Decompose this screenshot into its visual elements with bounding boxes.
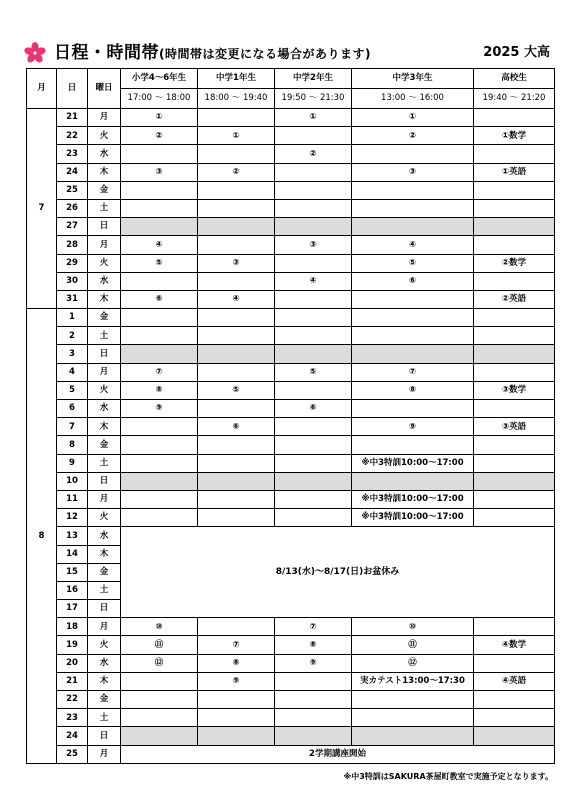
schedule-cell: ②数学: [474, 254, 555, 272]
weekday-cell: 木: [88, 418, 121, 436]
schedule-cell: [198, 490, 275, 508]
schedule-cell: ⑩: [121, 618, 198, 636]
day-cell: 13: [57, 527, 88, 545]
schedule-cell: ③数学: [474, 381, 555, 399]
weekday-cell: 木: [88, 545, 121, 563]
schedule-cell: [121, 272, 198, 290]
day-cell: 9: [57, 454, 88, 472]
day-cell: 25: [57, 745, 88, 763]
schedule-cell: [275, 254, 352, 272]
schedule-cell: ⑤: [352, 254, 474, 272]
weekday-cell: 水: [88, 527, 121, 545]
schedule-cell: [474, 363, 555, 381]
page-header: [24, 42, 554, 64]
weekday-cell: 日: [88, 472, 121, 490]
day-cell: 31: [57, 290, 88, 308]
schedule-cell: ⑫: [121, 654, 198, 672]
schedule-cell: [121, 472, 198, 490]
weekday-cell: 月: [88, 745, 121, 763]
schedule-cell: [198, 109, 275, 127]
schedule-cell: [474, 472, 555, 490]
cherry-blossom-icon: [24, 42, 46, 64]
schedule-cell: [198, 327, 275, 345]
schedule-cell: [474, 727, 555, 745]
schedule-cell: [198, 436, 275, 454]
schedule-cell: [275, 290, 352, 308]
header-day: 日: [57, 69, 88, 109]
schedule-cell: [198, 218, 275, 236]
page-title: 日程・時間帯(時間帯は変更になる場合があります): [54, 43, 371, 63]
table-row: [27, 145, 555, 163]
schedule-cell: [198, 618, 275, 636]
day-cell: 12: [57, 509, 88, 527]
schedule-cell: [198, 363, 275, 381]
schedule-cell: [275, 418, 352, 436]
schedule-cell: ⑦: [275, 618, 352, 636]
schedule-cell: [352, 327, 474, 345]
day-cell: 7: [57, 418, 88, 436]
schedule-cell: [121, 418, 198, 436]
schedule-cell: [474, 309, 555, 327]
table-row: [27, 454, 555, 472]
weekday-cell: 日: [88, 600, 121, 618]
weekday-cell: 月: [88, 618, 121, 636]
schedule-cell: ④: [198, 290, 275, 308]
weekday-cell: 木: [88, 163, 121, 181]
month-cell: 8: [27, 309, 57, 764]
schedule-cell: [121, 490, 198, 508]
table-row: [27, 345, 555, 363]
footnote: ※中3特訓はSAKURA茶屋町教室で実施予定となります。: [343, 772, 553, 781]
schedule-cell: ⑨: [198, 672, 275, 690]
day-cell: 28: [57, 236, 88, 254]
schedule-cell: [474, 345, 555, 363]
schedule-cell: ⑨: [275, 654, 352, 672]
day-cell: 25: [57, 181, 88, 199]
schedule-cell: ※中3特訓10:00〜17:00: [352, 454, 474, 472]
schedule-cell: ③: [275, 236, 352, 254]
table-row: [27, 272, 555, 290]
weekday-cell: 日: [88, 727, 121, 745]
table-row: [27, 327, 555, 345]
schedule-cell: [121, 181, 198, 199]
schedule-cell: ⑧: [352, 381, 474, 399]
table-row: [27, 218, 555, 236]
weekday-cell: 火: [88, 381, 121, 399]
schedule-cell: [474, 181, 555, 199]
schedule-cell: [121, 509, 198, 527]
group-time: 13:00 〜 16:00: [352, 89, 474, 109]
weekday-cell: 月: [88, 109, 121, 127]
schedule-cell: [275, 309, 352, 327]
schedule-cell: [121, 454, 198, 472]
schedule-cell: ⑥: [121, 290, 198, 308]
day-cell: 3: [57, 345, 88, 363]
schedule-cell: [474, 218, 555, 236]
group-time: 17:00 〜 18:00: [121, 89, 198, 109]
schedule-cell: [352, 309, 474, 327]
schedule-cell: [121, 218, 198, 236]
schedule-cell: [121, 199, 198, 217]
schedule-cell: [352, 145, 474, 163]
schedule-cell: ②英語: [474, 290, 555, 308]
schedule-cell: ②: [275, 145, 352, 163]
schedule-cell: ①数学: [474, 127, 555, 145]
weekday-cell: 金: [88, 309, 121, 327]
weekday-cell: 土: [88, 327, 121, 345]
weekday-cell: 土: [88, 581, 121, 599]
day-cell: 21: [57, 672, 88, 690]
schedule-cell: [198, 709, 275, 727]
schedule-cell: [275, 691, 352, 709]
schedule-cell: [275, 381, 352, 399]
schedule-cell: [275, 490, 352, 508]
schedule-cell: ②: [198, 163, 275, 181]
table-row: [27, 236, 555, 254]
schedule-cell: [121, 709, 198, 727]
day-cell: 5: [57, 381, 88, 399]
table-row: [27, 709, 555, 727]
schedule-cell: [275, 672, 352, 690]
day-cell: 18: [57, 618, 88, 636]
page-subtitle: (時間帯は変更になる場合があります): [159, 47, 371, 61]
schedule-cell: ⑦: [198, 636, 275, 654]
schedule-cell: [198, 236, 275, 254]
schedule-cell: [121, 727, 198, 745]
table-row: [27, 618, 555, 636]
schedule-cell: ①: [198, 127, 275, 145]
day-cell: 26: [57, 199, 88, 217]
schedule-cell: ⑥: [275, 400, 352, 418]
schedule-cell: [275, 472, 352, 490]
table-row: [27, 527, 555, 545]
schedule-cell: [198, 472, 275, 490]
day-cell: 22: [57, 691, 88, 709]
day-cell: 8: [57, 436, 88, 454]
table-row: [27, 672, 555, 690]
table-row: [27, 509, 555, 527]
schedule-cell: ②: [352, 127, 474, 145]
weekday-cell: 金: [88, 436, 121, 454]
schedule-cell: [275, 199, 352, 217]
schedule-cell: ④数学: [474, 636, 555, 654]
schedule-cell: [275, 509, 352, 527]
schedule-cell: [198, 145, 275, 163]
schedule-cell: ⑧: [121, 381, 198, 399]
schedule-cell: [474, 272, 555, 290]
schedule-cell: ①英語: [474, 163, 555, 181]
day-cell: 10: [57, 472, 88, 490]
schedule-cell: [198, 181, 275, 199]
day-cell: 1: [57, 309, 88, 327]
table-row: [27, 745, 555, 763]
table-row: [27, 418, 555, 436]
schedule-cell: [275, 218, 352, 236]
schedule-cell: [474, 436, 555, 454]
schedule-cell: [474, 400, 555, 418]
schedule-cell: ④: [275, 272, 352, 290]
day-cell: 17: [57, 600, 88, 618]
schedule-cell: [352, 709, 474, 727]
table-row: [27, 654, 555, 672]
schedule-cell: [198, 199, 275, 217]
day-cell: 24: [57, 163, 88, 181]
schedule-cell: ④: [121, 236, 198, 254]
schedule-cell: [275, 709, 352, 727]
schedule-cell: ③: [198, 254, 275, 272]
day-cell: 20: [57, 654, 88, 672]
day-cell: 27: [57, 218, 88, 236]
schedule-cell: ⑧: [275, 636, 352, 654]
weekday-cell: 木: [88, 672, 121, 690]
month-cell: 7: [27, 109, 57, 309]
group-time: 19:50 〜 21:30: [275, 89, 352, 109]
schedule-cell: [474, 327, 555, 345]
table-row: [27, 472, 555, 490]
schedule-cell: [275, 181, 352, 199]
schedule-cell: [198, 345, 275, 363]
schedule-cell: ③: [121, 163, 198, 181]
schedule-cell: ⑧: [198, 654, 275, 672]
schedule-cell: [352, 727, 474, 745]
schedule-cell: [474, 618, 555, 636]
schedule-cell: ⑥: [198, 418, 275, 436]
schedule-cell: ⑦: [352, 363, 474, 381]
schedule-cell: [121, 345, 198, 363]
table-row: [27, 436, 555, 454]
table-row: [27, 290, 555, 308]
weekday-cell: 木: [88, 290, 121, 308]
schedule-table: [26, 68, 555, 764]
schedule-cell: ⑪: [352, 636, 474, 654]
schedule-cell: [275, 436, 352, 454]
day-cell: 30: [57, 272, 88, 290]
group-name: 中学1年生: [198, 69, 275, 89]
schedule-cell: ⑤: [275, 363, 352, 381]
weekday-cell: 水: [88, 400, 121, 418]
schedule-cell: ④英語: [474, 672, 555, 690]
schedule-cell: [474, 145, 555, 163]
schedule-cell: [352, 691, 474, 709]
schedule-cell: [275, 345, 352, 363]
weekday-cell: 月: [88, 490, 121, 508]
schedule-cell: ②: [121, 127, 198, 145]
schedule-cell: ⑩: [352, 618, 474, 636]
schedule-cell: [352, 181, 474, 199]
group-name: 中学3年生: [352, 69, 474, 89]
table-row: [27, 636, 555, 654]
group-name: 中学2年生: [275, 69, 352, 89]
schedule-cell: ⑫: [352, 654, 474, 672]
schedule-cell: ⑨: [121, 400, 198, 418]
schedule-cell: [275, 163, 352, 181]
schedule-cell: [275, 727, 352, 745]
schedule-cell: [474, 490, 555, 508]
table-row: [27, 381, 555, 399]
schedule-cell: [198, 309, 275, 327]
schedule-cell: ⑪: [121, 636, 198, 654]
weekday-cell: 水: [88, 145, 121, 163]
table-row: [27, 163, 555, 181]
header-month: 月: [27, 69, 57, 109]
schedule-cell: [474, 109, 555, 127]
table-row: [27, 400, 555, 418]
schedule-cell: [352, 400, 474, 418]
schedule-cell: [121, 309, 198, 327]
schedule-cell: [352, 199, 474, 217]
table-row: [27, 181, 555, 199]
table-row: [27, 309, 555, 327]
schedule-cell: ⑥: [352, 272, 474, 290]
schedule-cell: ①: [275, 109, 352, 127]
table-row: [27, 363, 555, 381]
day-cell: 23: [57, 145, 88, 163]
group-name: 小学4〜6年生: [121, 69, 198, 89]
schedule-cell: [121, 691, 198, 709]
schedule-cell: [474, 236, 555, 254]
weekday-cell: 月: [88, 363, 121, 381]
schedule-cell: ⑦: [121, 363, 198, 381]
schedule-cell: [198, 400, 275, 418]
schedule-cell: [474, 709, 555, 727]
day-cell: 19: [57, 636, 88, 654]
weekday-cell: 金: [88, 563, 121, 581]
schedule-cell: [121, 145, 198, 163]
day-cell: 23: [57, 709, 88, 727]
schedule-cell: [198, 509, 275, 527]
schedule-cell: [121, 436, 198, 454]
schedule-cell: [121, 327, 198, 345]
schedule-cell: ①: [121, 109, 198, 127]
header-weekday: 曜日: [88, 69, 121, 109]
schedule-cell: ⑤: [121, 254, 198, 272]
schedule-cell: [121, 672, 198, 690]
schedule-cell: [198, 272, 275, 290]
schedule-cell: [474, 654, 555, 672]
day-cell: 21: [57, 109, 88, 127]
weekday-cell: 水: [88, 654, 121, 672]
day-cell: 14: [57, 545, 88, 563]
schedule-cell: [474, 199, 555, 217]
schedule-cell: [198, 727, 275, 745]
weekday-cell: 火: [88, 254, 121, 272]
schedule-cell: ※中3特訓10:00〜17:00: [352, 509, 474, 527]
schedule-cell: [352, 436, 474, 454]
day-cell: 22: [57, 127, 88, 145]
group-time: 19:40 〜 21:20: [474, 89, 555, 109]
schedule-cell: [474, 454, 555, 472]
weekday-cell: 金: [88, 691, 121, 709]
schedule-cell: [352, 472, 474, 490]
schedule-cell: ⑤: [198, 381, 275, 399]
schedule-cell: [198, 691, 275, 709]
table-row: [27, 199, 555, 217]
group-name: 高校生: [474, 69, 555, 89]
schedule-cell: [352, 218, 474, 236]
schedule-cell: [474, 691, 555, 709]
weekday-cell: 土: [88, 454, 121, 472]
day-cell: 15: [57, 563, 88, 581]
weekday-cell: 月: [88, 236, 121, 254]
day-cell: 24: [57, 727, 88, 745]
weekday-cell: 日: [88, 218, 121, 236]
year-label: 2025 大高: [483, 45, 550, 60]
day-cell: 16: [57, 581, 88, 599]
schedule-cell: ③: [352, 163, 474, 181]
group-time: 18:00 〜 19:40: [198, 89, 275, 109]
table-row: [27, 127, 555, 145]
weekday-cell: 火: [88, 127, 121, 145]
day-cell: 2: [57, 327, 88, 345]
schedule-cell: [198, 454, 275, 472]
schedule-cell: 実カテスト13:00〜17:30: [352, 672, 474, 690]
schedule-cell: [275, 327, 352, 345]
weekday-cell: 火: [88, 509, 121, 527]
weekday-cell: 金: [88, 181, 121, 199]
day-cell: 11: [57, 490, 88, 508]
schedule-cell: ⑨: [352, 418, 474, 436]
day-cell: 4: [57, 363, 88, 381]
table-row: [27, 727, 555, 745]
schedule-cell: ④: [352, 236, 474, 254]
weekday-cell: 土: [88, 199, 121, 217]
term-start-cell: 2学期講座開始: [121, 745, 555, 763]
schedule-cell: [275, 454, 352, 472]
schedule-cell: [474, 509, 555, 527]
weekday-cell: 水: [88, 272, 121, 290]
schedule-cell: ①: [352, 109, 474, 127]
weekday-cell: 日: [88, 345, 121, 363]
day-cell: 29: [57, 254, 88, 272]
schedule-cell: ※中3特訓10:00〜17:00: [352, 490, 474, 508]
table-row: [27, 254, 555, 272]
schedule-cell: ③英語: [474, 418, 555, 436]
obon-holiday-cell: 8/13(水)〜8/17(日)お盆休み: [121, 527, 555, 618]
weekday-cell: 火: [88, 636, 121, 654]
day-cell: 6: [57, 400, 88, 418]
schedule-cell: [352, 290, 474, 308]
weekday-cell: 土: [88, 709, 121, 727]
table-row: [27, 109, 555, 127]
schedule-cell: [275, 127, 352, 145]
schedule-cell: [352, 345, 474, 363]
table-row: [27, 691, 555, 709]
table-row: [27, 490, 555, 508]
